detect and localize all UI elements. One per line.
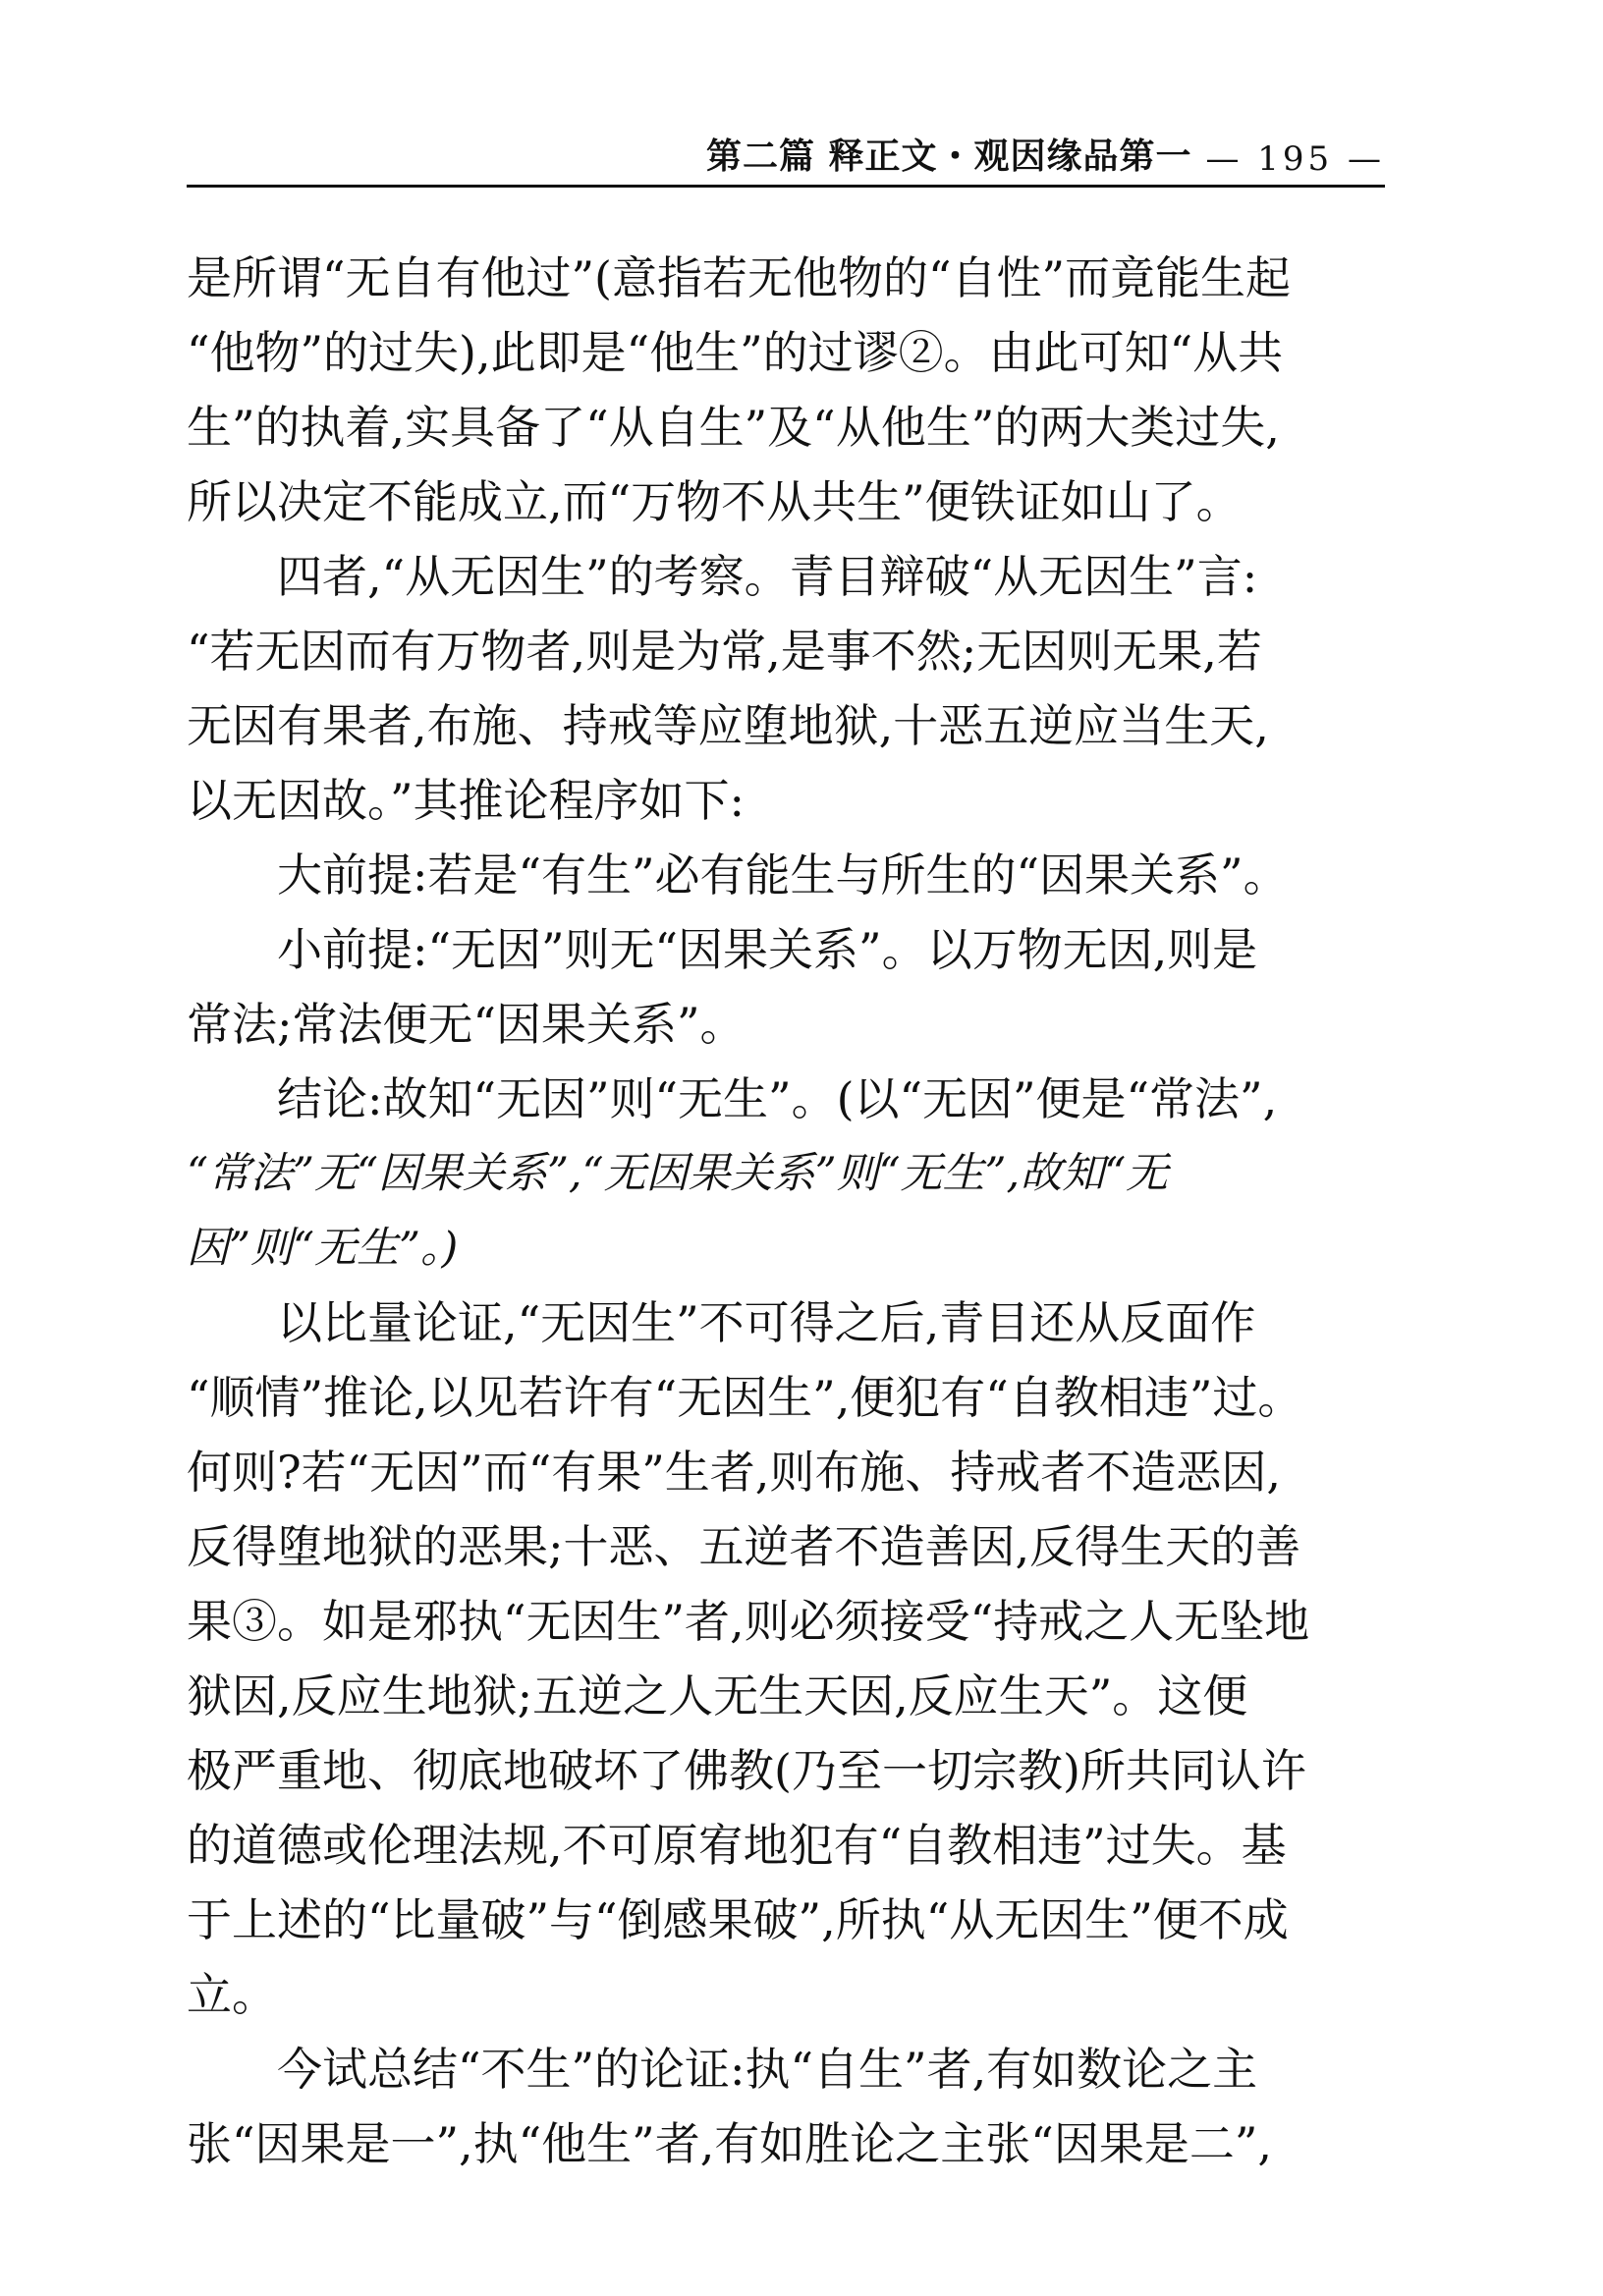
text-line: 反得堕地狱的恶果;十恶、五逆者不造善因,反得生天的善 bbox=[187, 1520, 1301, 1573]
text-line: 立。 bbox=[187, 1968, 277, 2021]
text-line: 因”则“无生”。) bbox=[187, 1224, 459, 1273]
running-header bbox=[187, 136, 1385, 188]
text-line: 结论:故知“无因”则“无生”。(以“无因”便是“常法”, bbox=[277, 1072, 1278, 1125]
text-line: 果③。如是邪执“无因生”者,则必须接受“持戒之人无坠地 bbox=[187, 1595, 1310, 1648]
text-line: 的道德或伦理法规,不可原宥地犯有“自教相违”过失。基 bbox=[187, 1819, 1287, 1872]
page-number: — 195 — bbox=[1205, 139, 1385, 179]
text-line: 于上述的“比量破”与“倒感果破”,所执“从无因生”便不成 bbox=[187, 1893, 1289, 1946]
text-line: 所以决定不能成立,而“万物不从共生”便铁证如山了。 bbox=[187, 475, 1242, 528]
text-line: 小前提:“无因”则无“因果关系”。以万物无因,则是 bbox=[277, 923, 1258, 976]
text-line: 何则?若“无因”而“有果”生者,则布施、持戒者不造恶因, bbox=[187, 1446, 1281, 1499]
text-line: “若无因而有万物者,则是为常,是事不然;无因则无果,若 bbox=[187, 625, 1262, 678]
text-line: 大前提:若是“有生”必有能生与所生的“因果关系”。 bbox=[277, 848, 1289, 902]
text-line: “顺情”推论,以见若许有“无因生”,便犯有“自教相违”过。 bbox=[187, 1371, 1303, 1424]
text-line: “他物”的过失),此即是“他生”的过谬②。由此可知“从共 bbox=[187, 326, 1284, 379]
text-line: “常法”无“因果关系”,“无因果关系”则“无生”,故知“无 bbox=[187, 1149, 1169, 1198]
text-line: 极严重地、彻底地破坏了佛教(乃至一切宗教)所共同认许 bbox=[187, 1744, 1306, 1797]
chapter-title: 第二篇 释正文・观因缘品第一 bbox=[705, 137, 1192, 177]
text-line: 无因有果者,布施、持戒等应堕地狱,十恶五逆应当生天, bbox=[187, 699, 1269, 752]
text-line: 是所谓“无自有他过”(意指若无他物的“自性”而竟能生起 bbox=[187, 251, 1292, 304]
text-line: 张“因果是一”,执“他生”者,有如胜论之主张“因果是二”, bbox=[187, 2117, 1272, 2170]
text-line: 以无因故。”其推论程序如下: bbox=[187, 774, 746, 827]
text-line: 生”的执着,实具备了“从自生”及“从他生”的两大类过失, bbox=[187, 401, 1280, 454]
body-text bbox=[187, 241, 1385, 2181]
text-line: 常法;常法便无“因果关系”。 bbox=[187, 998, 746, 1051]
text-line: 以比量论证,“无因生”不可得之后,青目还从反面作 bbox=[277, 1296, 1256, 1349]
text-line: 今试总结“不生”的论证:执“自生”者,有如数论之主 bbox=[277, 2043, 1258, 2096]
text-line: 四者,“从无因生”的考察。青目辩破“从无因生”言: bbox=[277, 550, 1258, 603]
text-line: 狱因,反应生地狱;五逆之人无生天因,反应生天”。这便 bbox=[187, 1669, 1248, 1722]
